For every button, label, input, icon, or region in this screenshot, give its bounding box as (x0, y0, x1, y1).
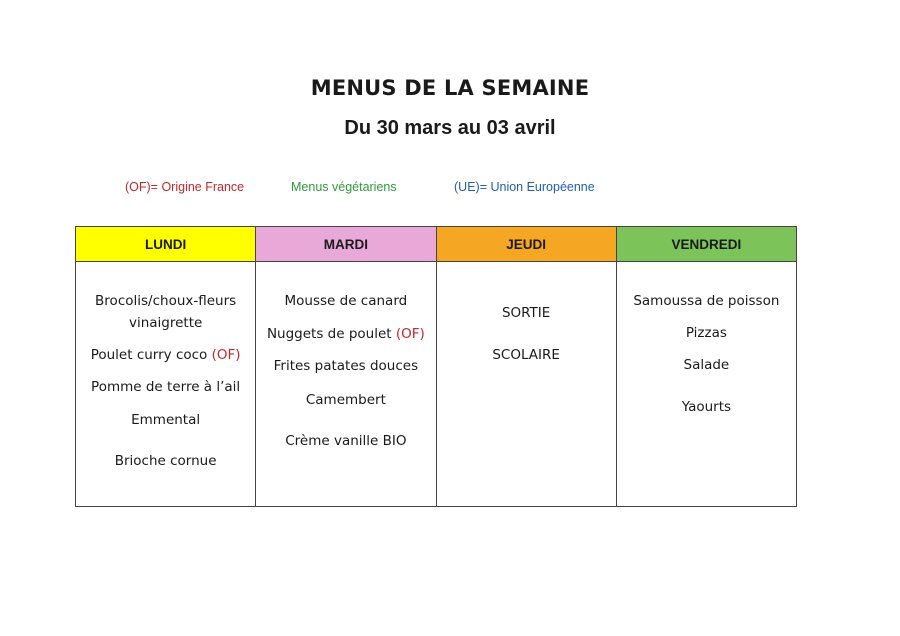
dish-item (617, 290, 796, 312)
dish-item (76, 290, 255, 334)
legend-union-europeenne: (UE)= Union Européenne (454, 180, 595, 194)
dish-text: Crème vanille BIO (285, 433, 407, 449)
dish-item (76, 409, 255, 431)
dish-item (256, 430, 435, 452)
dish-item (437, 302, 616, 324)
dish-text: Pizzas (685, 325, 727, 341)
menu-body-row (76, 262, 797, 507)
dish-text: Yaourts (681, 399, 732, 415)
dish-text: Brocolis/choux-fleurs (95, 293, 237, 309)
day-header-mardi: MARDI (256, 227, 436, 262)
dish-item (617, 396, 796, 418)
dish-item (437, 344, 616, 366)
dish-item (256, 323, 435, 345)
menu-header-row (76, 227, 797, 262)
dish-item (256, 290, 435, 312)
day-cell-jeudi (436, 262, 616, 507)
dish-text: Poulet curry coco (90, 347, 208, 363)
dish-text: Camembert (305, 392, 386, 408)
dish-item (617, 322, 796, 344)
dish-text: Emmental (131, 412, 201, 428)
dish-text: Frites patates douces (273, 358, 419, 374)
dish-item (256, 355, 435, 377)
page-title: MENUS DE LA SEMAINE (310, 76, 590, 100)
dish-item (76, 376, 255, 398)
dish-item (617, 354, 796, 376)
dish-text: Nuggets de poulet (266, 326, 392, 342)
menu-table (75, 226, 797, 507)
dish-item (256, 389, 435, 411)
day-cell-mardi (256, 262, 436, 507)
dish-text: SORTIE (501, 305, 551, 321)
dish-text: SCOLAIRE (492, 347, 560, 363)
dish-text: Mousse de canard (284, 293, 408, 309)
dish-text: Brioche cornue (114, 453, 217, 469)
page-subtitle: Du 30 mars au 03 avril (344, 117, 556, 139)
day-cell-lundi (76, 262, 256, 507)
day-header-jeudi: JEUDI (436, 227, 616, 262)
legend-vegetarien: Menus végétariens (291, 180, 397, 194)
dish-text: vinaigrette (128, 315, 203, 331)
dish-text: Salade (683, 357, 730, 373)
day-header-lundi: LUNDI (76, 227, 256, 262)
day-cell-vendredi (616, 262, 796, 507)
dish-text: Pomme de terre à l’ail (91, 379, 241, 395)
legend-origine-france: (OF)= Origine France (125, 180, 245, 194)
origine-france-tag: (OF) (211, 347, 241, 363)
dish-text: Samoussa de poisson (633, 293, 780, 309)
origine-france-tag: (OF) (395, 326, 425, 342)
dish-item (76, 450, 255, 472)
day-header-vendredi: VENDREDI (616, 227, 796, 262)
dish-item (76, 344, 255, 366)
